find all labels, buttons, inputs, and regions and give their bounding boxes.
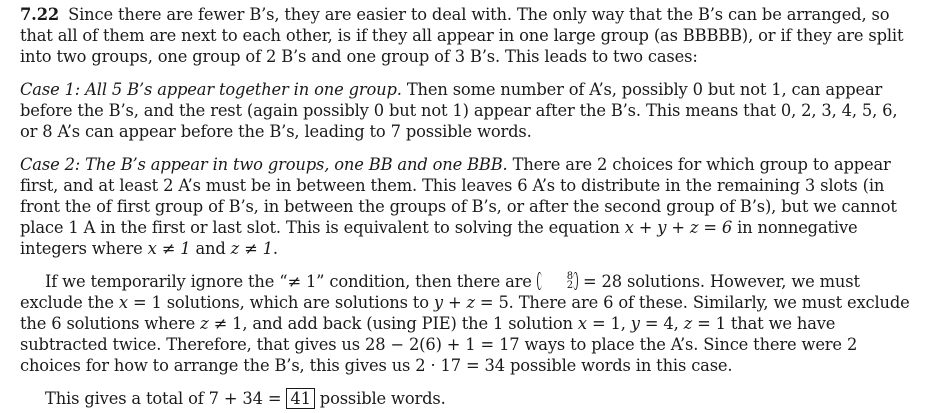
conclusion-paragraph xyxy=(20,388,915,409)
conclusion-text-after: possible words. xyxy=(314,389,446,408)
intro-text: Since there are fewer B’s, they are easier to deal with. The only way that the B’s can be arranged, so that all of them are next to each other, is if they all appear in one large group (as BBBBB), or if they are split into two groups, one group of 2 B’s and one group of 3 B’s. This leads to two cases: xyxy=(20,5,904,66)
case1-paragraph xyxy=(20,79,915,142)
case2-text: There are 2 choices for which group to appear first, and at least 2 A’s must be in between them. This leaves 6 A’s to distribute in the remaining 3 slots (in front the of first group of B’s, in between the groups of B’s, or after the second group of B’s), but we cannot place 1 A in the first or last slot. This is equivalent to solving the equation xyxy=(20,155,897,237)
intro-paragraph xyxy=(20,4,915,67)
case1-label: Case 1: All 5 B’s appear together in one group. xyxy=(20,80,402,99)
pie-math-y-plus-z: y + z xyxy=(433,293,475,312)
pie-math-y2: y xyxy=(630,314,640,333)
case2-cond1: x ≠ 1 xyxy=(147,239,191,258)
solution-text xyxy=(20,4,915,409)
binomial-coefficient xyxy=(537,272,578,290)
problem-number: 7.22 xyxy=(20,5,60,24)
pie-text-1: If we temporarily ignore the “≠ 1” condition, then there are xyxy=(45,272,537,291)
pie-math-z2: z xyxy=(683,314,693,333)
case2-paragraph xyxy=(20,154,915,259)
pie-math-z: z xyxy=(200,314,209,333)
case2-label: Case 2: The B’s appear in two groups, one BB and one BBB. xyxy=(20,155,508,174)
case2-and: and xyxy=(190,239,231,258)
pie-text-2: = 28 solutions. However, we must exclude the xyxy=(20,272,860,312)
binomial-top: 8 xyxy=(566,270,574,282)
pie-paragraph xyxy=(20,271,915,376)
case2-cond2: z ≠ 1 xyxy=(230,239,273,258)
case2-equation: x + y + z = 6 xyxy=(624,218,733,237)
pie-text-5: ≠ 1, and add back (using PIE) the 1 solution xyxy=(208,314,578,333)
pie-text-7: = 4, xyxy=(639,314,684,333)
final-answer-box: 41 xyxy=(286,388,314,409)
pie-text-3: = 1 solutions, which are solutions to xyxy=(127,293,434,312)
case1-text: Then some number of A’s, possibly 0 but not 1, can appear before the B’s, and the rest (again possibly 0 but not 1) appear after the B’s. This means that 0, 2, 3, 4, 5, 6, or 8 A’s can appear before the B’s, leading to 7 possible words. xyxy=(20,80,898,141)
case2-end: . xyxy=(272,239,278,258)
pie-text-6: = 1, xyxy=(586,314,631,333)
conclusion-text-before: This gives a total of 7 + 34 = xyxy=(45,389,287,408)
pie-text-4: = 5. There are 6 of these. Similarly, we must exclude the 6 solutions where xyxy=(20,293,910,333)
pie-math-x2: x xyxy=(577,314,587,333)
binomial-bottom: 2 xyxy=(566,279,574,291)
pie-math-x: x xyxy=(118,293,128,312)
pie-text-8: = 1 that we have subtracted twice. Therefore, that gives us 28 − 2(6) + 1 = 17 ways to place the A’s. Since there were 2 choices for how to arrange the B’s, this gives us 2 · 17 = 34 possible words in this case. xyxy=(20,314,858,375)
case2-text-mid: in nonnegative integers where xyxy=(20,218,858,258)
